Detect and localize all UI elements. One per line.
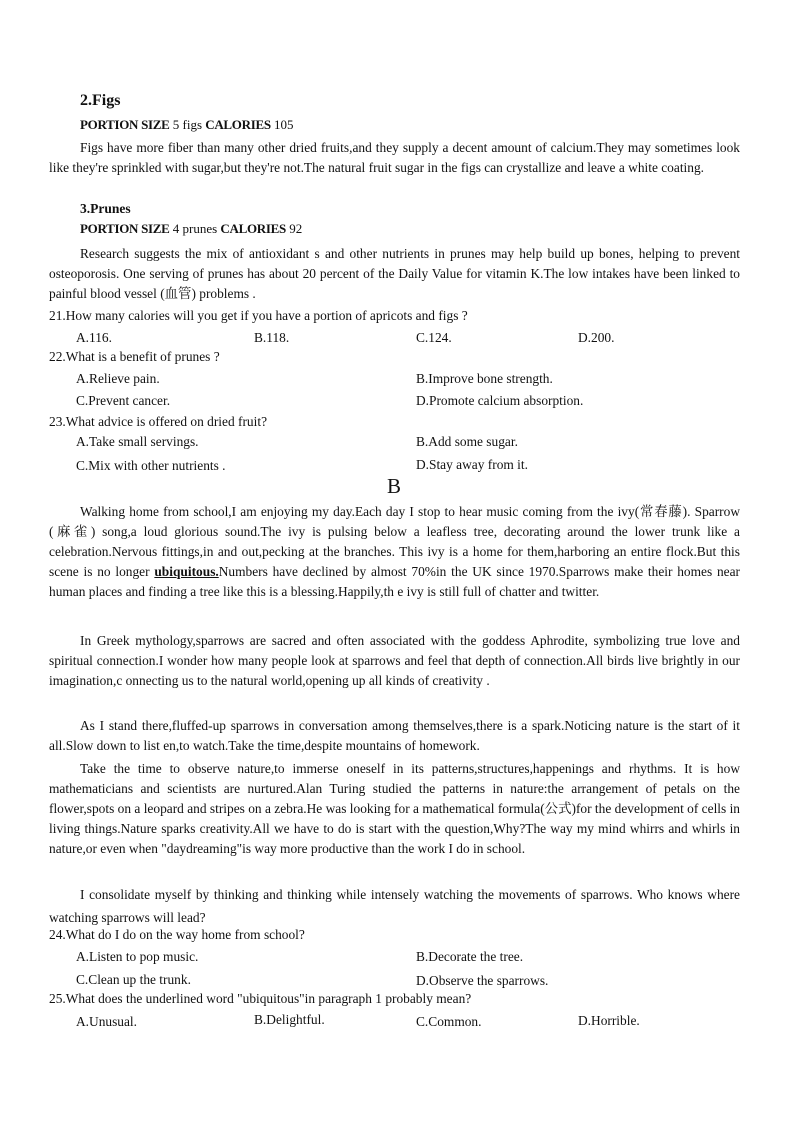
underlined-word-ubiquitous: ubiquitous. (154, 564, 219, 579)
figs-portion-label: PORTION SIZE (80, 117, 170, 132)
question-22-option-c[interactable]: C.Prevent cancer. (76, 393, 171, 408)
question-23-stem: 23.What advice is offered on dried fruit? (49, 414, 268, 429)
passage-b-paragraph-2: In Greek mythology,sparrows are sacred and often associated with the goddess Aphrodite, symbolizing true love and spiritual connection.I wonder how many people look at sparrows and feel that depth of connection.All birds live brightly in our imagination,c onnecting us to the natural world,opening up all kinds of creativity . (49, 633, 740, 688)
question-23-option-a[interactable]: A.Take small servings. (76, 434, 199, 449)
question-23-option-c[interactable]: C.Mix with other nutrients . (76, 458, 226, 473)
question-21-stem: 21.How many calories will you get if you have a portion of apricots and figs ? (49, 308, 468, 323)
passage-b-paragraph-3: As I stand there,fluffed-up sparrows in conversation among themselves,there is a spark.Noticing nature is the start of it all.Slow down to list en,to watch.Take the time,despite mountains of homework. (49, 718, 740, 753)
prunes-portion-line (80, 221, 302, 237)
question-25-option-a[interactable]: A.Unusual. (76, 1014, 137, 1029)
passage-b-paragraph-4: Take the time to observe nature,to immerse oneself in its patterns,structures,happenings and rhythms. It is how mathematicians and scientists are nurtured.Alan Turing studied the patterns in nature:the arrangement of petals on the flower,spots on a leopard and stripes on a zebra.He was looking for a mathematical formula(公式)for the development of cells in living things.Nature sparks creativity.All we have to do is start with the question,Why?The way my mind whirrs and whirls in nature,or even when "daydreaming"is way more productive than the work I do in school. (49, 761, 740, 856)
question-25-stem: 25.What does the underlined word "ubiquitous"in paragraph 1 probably mean? (49, 991, 472, 1006)
question-24-option-b[interactable]: B.Decorate the tree. (416, 949, 524, 964)
question-21-option-c[interactable]: C.124. (416, 330, 452, 345)
figs-heading: 2.Figs (80, 92, 121, 109)
question-25-option-c[interactable]: C.Common. (416, 1014, 482, 1029)
question-24-stem: 24.What do I do on the way home from school? (49, 927, 305, 942)
question-21-option-d[interactable]: D.200. (578, 330, 615, 345)
figs-paragraph: Figs have more fiber than many other dried fruits,and they supply a decent amount of calcium.They may sometimes look like they're sprinkled with sugar,but they're not.The natural fruit sugar in the figs can crystallize and leave a white coating. (49, 140, 740, 176)
figs-portion-line (80, 117, 294, 133)
question-22-option-a[interactable]: A.Relieve pain. (76, 371, 160, 386)
question-21-option-a[interactable]: A.116. (76, 330, 112, 345)
question-22-option-b[interactable]: B.Improve bone strength. (416, 371, 553, 386)
figs-portion-value: 5 figs (172, 117, 202, 132)
prunes-paragraph: Research suggests the mix of antioxidant s and other nutrients in prunes may help build up bones, helping to prevent osteoporosis. One serving of prunes has about 20 percent of the Daily Value for vitamin K.The low intakes have been linked to painful blood vessel (血管) problems . (49, 246, 740, 302)
question-25-option-b[interactable]: B.Delightful. (254, 1012, 325, 1027)
prunes-portion-label: PORTION SIZE (80, 221, 170, 236)
prunes-calories-label: CALORIES (220, 221, 286, 236)
question-24-option-c[interactable]: C.Clean up the trunk. (76, 972, 191, 987)
passage-b-paragraph-5: I consolidate myself by thinking and thinking while intensely watching the movements of sparrows. Who knows where watching sparrows will lead? (49, 887, 740, 925)
prunes-portion-value: 4 prunes (172, 221, 218, 236)
question-24-option-d[interactable]: D.Observe the sparrows. (416, 973, 549, 988)
question-23-option-d[interactable]: D.Stay away from it. (416, 457, 528, 472)
question-21-option-b[interactable]: B.118. (254, 330, 290, 345)
figs-calories-label: CALORIES (205, 117, 271, 132)
paragraph-1-text-before: Walking home from school,I am enjoying my day.Each day I stop to hear music coming from the ivy(常春藤). Sparrow (麻雀) song,a loud glorious sound.The ivy is pulsing below a leafless tree, decorating around the lower trunk like a celebration.Nervous fittings,in and out,pecking at the branches. This ivy is a home for them,harboring an entire flock.But this scene is no longer (49, 504, 740, 579)
prunes-heading: 3.Prunes (80, 201, 131, 216)
question-22-option-d[interactable]: D.Promote calcium absorption. (416, 393, 584, 408)
section-b-label: B (387, 474, 402, 498)
question-22-stem: 22.What is a benefit of prunes ? (49, 349, 220, 364)
paragraph-1-text-after: Numbers have declined by almost 70%in the UK since 1970.Sparrows make their homes near human places and finding a tree like this is a blessing.Happily,th e ivy is still full of chatter and twitter. (49, 564, 740, 599)
prunes-calories-value: 92 (289, 221, 303, 236)
figs-calories-value: 105 (274, 117, 294, 132)
question-24-option-a[interactable]: A.Listen to pop music. (76, 949, 199, 964)
passage-b-paragraph-1 (49, 502, 740, 602)
question-23-option-b[interactable]: B.Add some sugar. (416, 434, 518, 449)
question-25-option-d[interactable]: D.Horrible. (578, 1013, 640, 1028)
